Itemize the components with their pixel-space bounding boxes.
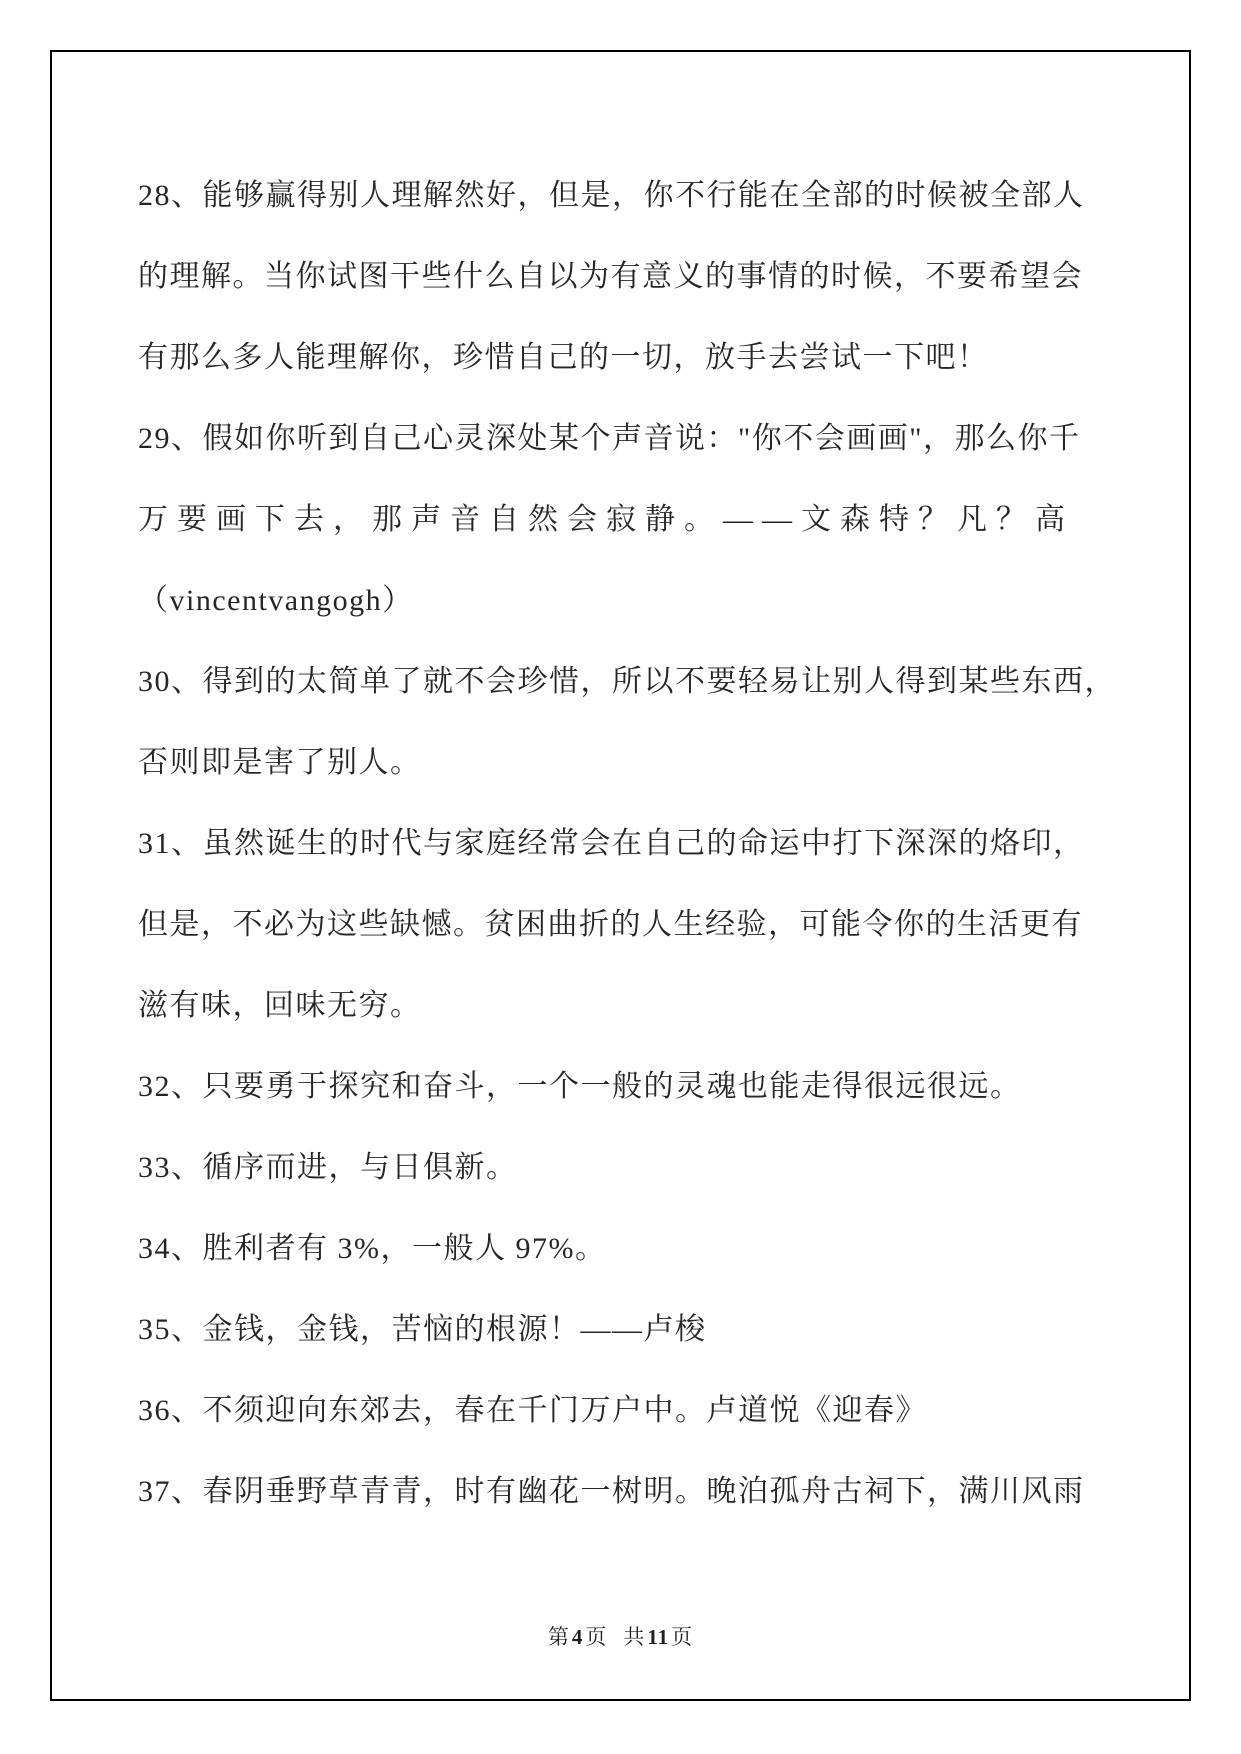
quote-line: 35、金钱，金钱，苦恼的根源！——卢梭 [138, 1313, 707, 1346]
footer-page-number: 4 [571, 1625, 584, 1649]
quote-line: 30、得到的太简单了就不会珍惜，所以不要轻易让别人得到某些东西， [138, 665, 1116, 698]
quote-line: 37、春阴垂野草青青，时有幽花一树明。晚泊孤舟古祠下，满川风雨 [138, 1475, 1085, 1508]
quote-line: 34、胜利者有 3%，一般人 97%。 [138, 1232, 607, 1265]
quote-line: 的理解。当你试图干些什么自以为有意义的事情的时候，不要希望会 [138, 260, 1083, 293]
footer-total-unit: 页 [671, 1625, 694, 1649]
quote-line: 32、只要勇于探究和奋斗，一个一般的灵魂也能走得很远很远。 [138, 1070, 1022, 1103]
quote-line: 但是，不必为这些缺憾。贫困曲折的人生经验，可能令你的生活更有 [138, 908, 1083, 941]
quote-line: 36、不须迎向东郊去，春在千门万户中。卢道悦《迎春》 [138, 1394, 927, 1427]
quote-line: 滋有味，回味无穷。 [138, 989, 422, 1022]
quote-line: （vincentvangogh） [138, 584, 414, 617]
quote-line: 28、能够赢得别人理解然好，但是，你不行能在全部的时候被全部人 [138, 179, 1085, 212]
quote-line: 万要画下去，那声音自然会寂静。——文森特？凡？高 [138, 503, 1074, 536]
page-footer [0, 1622, 1241, 1652]
quote-line: 29、假如你听到自己心灵深处某个声音说："你不会画画"，那么你千 [138, 422, 1081, 455]
document-body [138, 155, 1116, 1532]
quote-line: 否则即是害了别人。 [138, 746, 422, 779]
footer-total-number: 11 [647, 1625, 670, 1649]
quote-line: 31、虽然诞生的时代与家庭经常会在自己的命运中打下深深的烙印， [138, 827, 1085, 860]
footer-page-unit: 页 [585, 1625, 608, 1649]
quote-line: 33、循序而进，与日俱新。 [138, 1151, 518, 1184]
footer-page-prefix: 第 [547, 1625, 570, 1649]
quote-line: 有那么多人能理解你，珍惜自己的一切，放手去尝试一下吧！ [138, 341, 989, 374]
footer-total-prefix: 共 [623, 1625, 646, 1649]
